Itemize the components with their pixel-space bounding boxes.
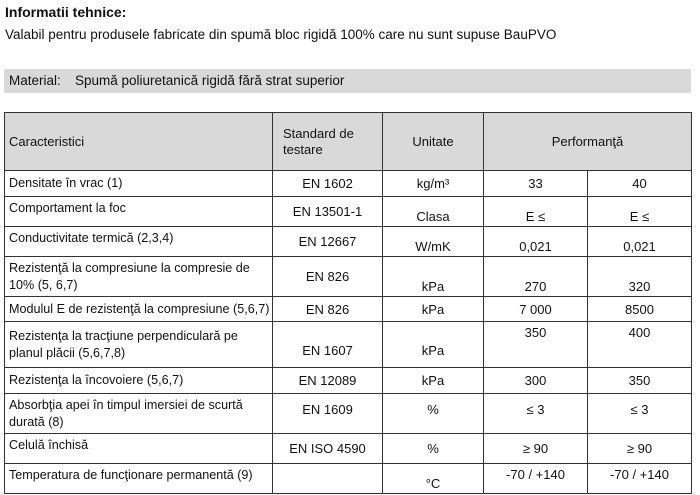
table-row bbox=[5, 297, 692, 322]
cell-value-1: 270 bbox=[484, 257, 588, 297]
table-row bbox=[5, 171, 692, 197]
cell-value-2: 400 bbox=[588, 322, 692, 368]
table-row bbox=[5, 257, 692, 297]
cell-standard: EN 826 bbox=[273, 257, 383, 297]
cell-standard: EN 826 bbox=[273, 297, 383, 322]
cell-unit: kPa bbox=[383, 257, 484, 297]
document-subheading: Valabil pentru produsele fabricate din spumă bloc rigidă 100% care nu sunt supuse BauPVO bbox=[5, 27, 557, 42]
cell-value-2: -70 / +140 bbox=[588, 464, 692, 494]
cell-standard: EN 1607 bbox=[273, 322, 383, 368]
table-row bbox=[5, 464, 692, 494]
table-row bbox=[5, 197, 692, 227]
cell-characteristic: Rezistenţă la compresiune la compresie de 10% (5, 6,7) bbox=[5, 257, 273, 297]
cell-unit: kg/m³ bbox=[383, 171, 484, 197]
table-row bbox=[5, 368, 692, 394]
cell-value-1: E ≤ bbox=[484, 197, 588, 227]
header-unit: Unitate bbox=[383, 113, 484, 171]
cell-standard: EN 1609 bbox=[273, 394, 383, 434]
cell-value-2: 320 bbox=[588, 257, 692, 297]
cell-unit: % bbox=[383, 434, 484, 464]
cell-value-1: ≥ 90 bbox=[484, 434, 588, 464]
cell-unit: kPa bbox=[383, 322, 484, 368]
material-label: Material: bbox=[9, 73, 61, 88]
cell-value-2: ≤ 3 bbox=[588, 394, 692, 434]
table-row bbox=[5, 227, 692, 257]
header-characteristics: Caracteristici bbox=[5, 113, 273, 171]
cell-characteristic: Absorbţia apei în timpul imersiei de scurtă durată (8) bbox=[5, 394, 273, 434]
material-bar bbox=[4, 69, 691, 93]
table-header-row bbox=[5, 113, 692, 171]
cell-value-1: 0,021 bbox=[484, 227, 588, 257]
cell-standard: EN 12667 bbox=[273, 227, 383, 257]
cell-characteristic: Temperatura de funcţionare permanentă (9) bbox=[5, 464, 273, 494]
cell-standard: EN 13501-1 bbox=[273, 197, 383, 227]
document-heading: Informatii tehnice: bbox=[5, 4, 127, 20]
cell-standard: EN 1602 bbox=[273, 171, 383, 197]
cell-unit: °C bbox=[383, 464, 484, 494]
cell-value-2: 0,021 bbox=[588, 227, 692, 257]
cell-value-1: 33 bbox=[484, 171, 588, 197]
table-row bbox=[5, 394, 692, 434]
cell-value-1: 300 bbox=[484, 368, 588, 394]
cell-characteristic: Modulul E de rezistenţă la compresiune (5,6,7) bbox=[5, 297, 273, 322]
cell-value-2: 8500 bbox=[588, 297, 692, 322]
cell-characteristic: Rezistenţa la încovoiere (5,6,7) bbox=[5, 368, 273, 394]
material-value: Spumă poliuretanică rigidă fără strat superior bbox=[75, 73, 345, 88]
table-row bbox=[5, 434, 692, 464]
table-row bbox=[5, 322, 692, 368]
cell-value-1: -70 / +140 bbox=[484, 464, 588, 494]
specifications-table bbox=[4, 112, 692, 494]
cell-unit: W/mK bbox=[383, 227, 484, 257]
cell-value-1: 350 bbox=[484, 322, 588, 368]
header-standard: Standard de testare bbox=[273, 113, 383, 171]
cell-unit: % bbox=[383, 394, 484, 434]
cell-value-2: 350 bbox=[588, 368, 692, 394]
cell-value-2: 40 bbox=[588, 171, 692, 197]
cell-standard: EN ISO 4590 bbox=[273, 434, 383, 464]
cell-characteristic: Rezistenţa la tracţiune perpendiculară pe planul plăcii (5,6,7,8) bbox=[5, 322, 273, 368]
cell-value-2: ≥ 90 bbox=[588, 434, 692, 464]
cell-characteristic: Densitate în vrac (1) bbox=[5, 171, 273, 197]
cell-value-1: ≤ 3 bbox=[484, 394, 588, 434]
cell-characteristic: Celulă închisă bbox=[5, 434, 273, 464]
cell-standard bbox=[273, 464, 383, 494]
cell-unit: kPa bbox=[383, 297, 484, 322]
cell-standard: EN 12089 bbox=[273, 368, 383, 394]
cell-characteristic: Conductivitate termică (2,3,4) bbox=[5, 227, 273, 257]
cell-value-2: E ≤ bbox=[588, 197, 692, 227]
cell-characteristic: Comportament la foc bbox=[5, 197, 273, 227]
header-performance: Performanţă bbox=[484, 113, 692, 171]
cell-value-1: 7 000 bbox=[484, 297, 588, 322]
cell-unit: kPa bbox=[383, 368, 484, 394]
cell-unit: Clasa bbox=[383, 197, 484, 227]
